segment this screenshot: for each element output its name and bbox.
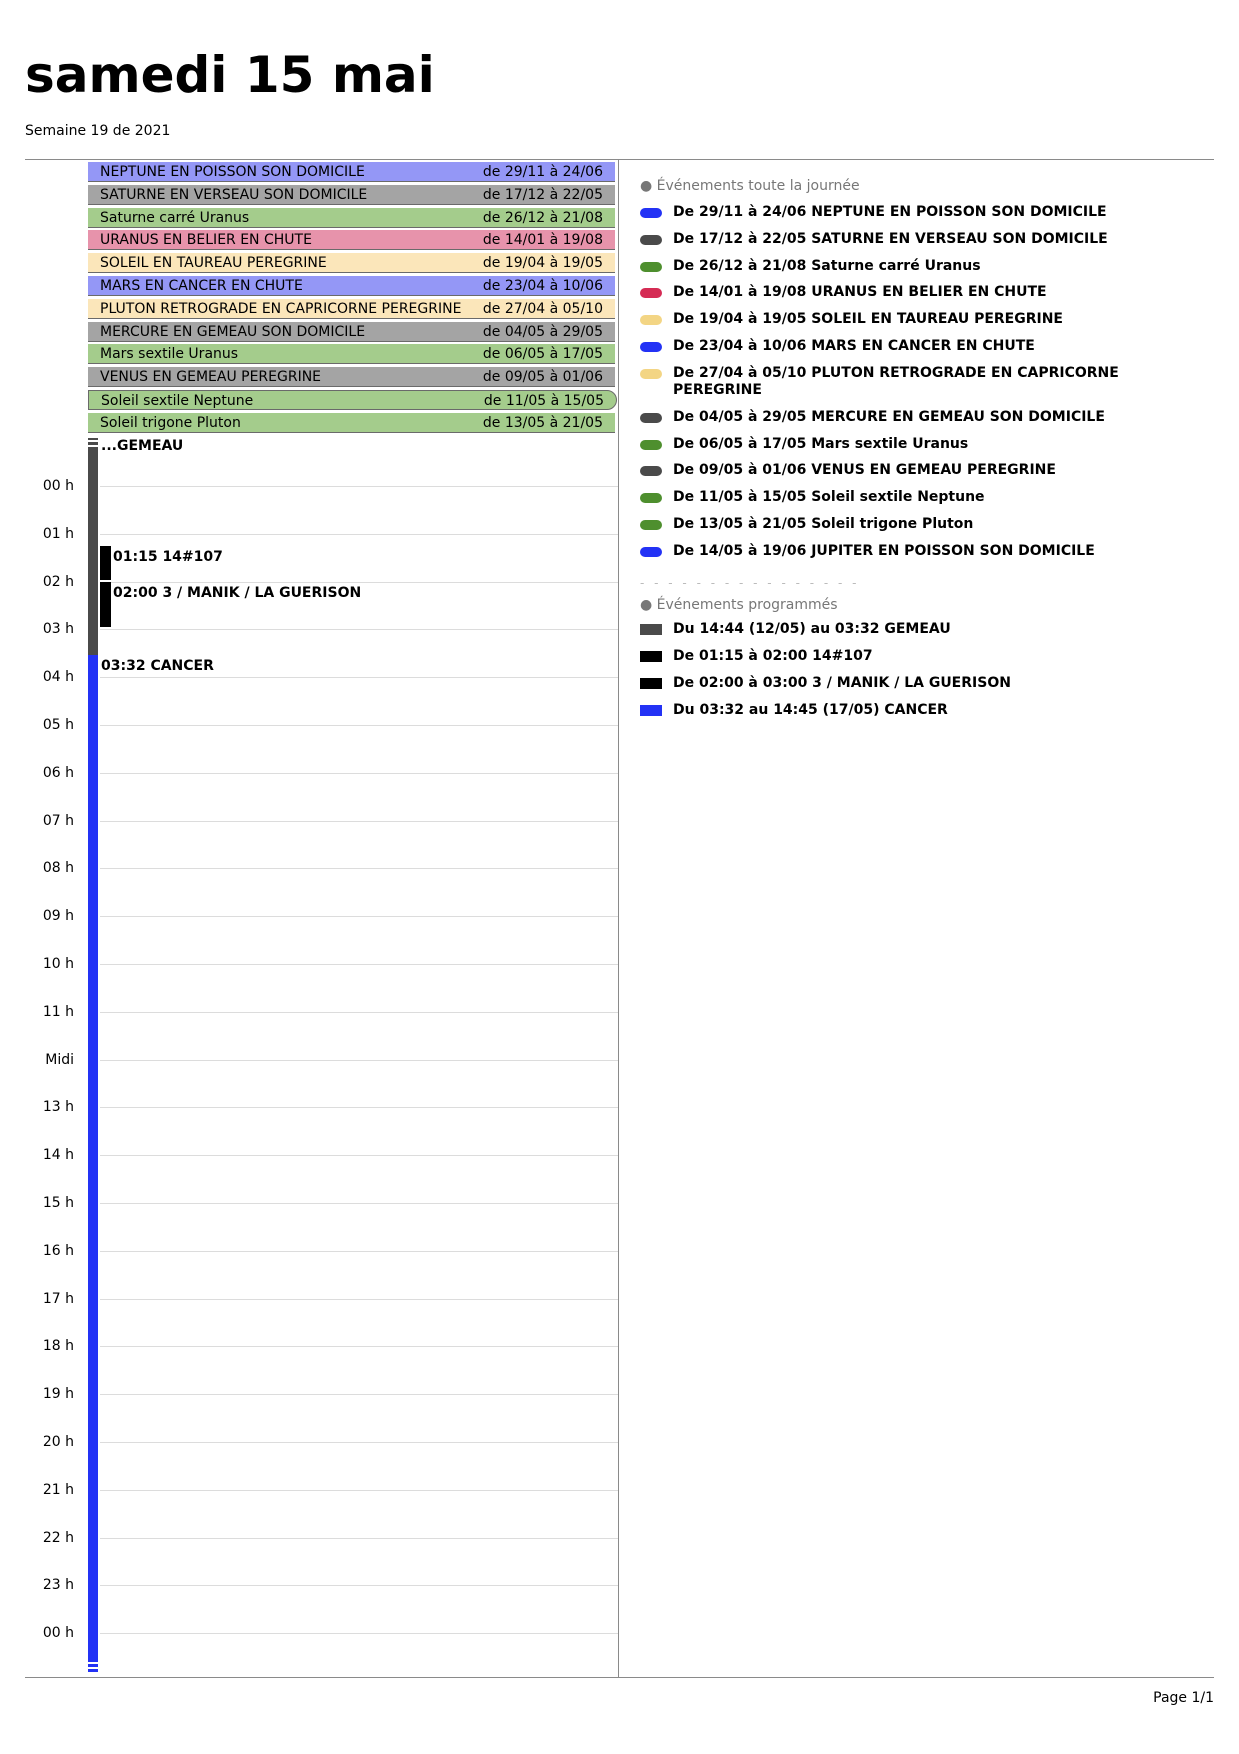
legend-swatch bbox=[640, 678, 662, 689]
event-dates: de 14/01 à 19/08 bbox=[482, 232, 603, 249]
event-title: MARS EN CANCER EN CHUTE bbox=[100, 278, 303, 294]
hour-label: 09 h bbox=[42, 908, 74, 925]
column-divider bbox=[618, 160, 619, 1677]
event-label: ...GEMEAU bbox=[101, 438, 184, 454]
legend-swatch bbox=[640, 208, 662, 218]
event-dates: de 04/05 à 29/05 bbox=[482, 323, 603, 340]
event-title: URANUS EN BELIER EN CHUTE bbox=[100, 232, 312, 249]
hour-line bbox=[100, 486, 618, 487]
hour-label: Midi bbox=[45, 1051, 74, 1068]
hour-label: 20 h bbox=[42, 1434, 74, 1450]
continuation-mark bbox=[88, 445, 98, 447]
legend-text: De 14/01 à 19/08 URANUS EN BELIER EN CHUTE bbox=[673, 284, 1047, 301]
hour-label: 06 h bbox=[42, 764, 74, 781]
hour-line bbox=[100, 1585, 618, 1586]
all-day-event bbox=[88, 253, 615, 273]
all-day-event bbox=[88, 299, 615, 319]
event-title: MERCURE EN GEMEAU SON DOMICILE bbox=[100, 323, 366, 340]
event-bar bbox=[100, 546, 111, 580]
hour-label: 23 h bbox=[42, 1577, 74, 1594]
legend-swatch bbox=[640, 369, 662, 379]
all-day-event bbox=[88, 390, 617, 410]
all-day-event bbox=[88, 230, 615, 250]
hour-label: 04 h bbox=[42, 669, 74, 686]
legend-swatch bbox=[640, 705, 662, 716]
legend-text: De 01:15 à 02:00 14#107 bbox=[673, 648, 873, 664]
hour-line bbox=[100, 1012, 618, 1013]
legend-text: De 23/04 à 10/06 MARS EN CANCER EN CHUTE bbox=[673, 338, 1035, 354]
top-rule bbox=[25, 159, 1214, 160]
hour-line bbox=[100, 1060, 618, 1061]
legend-swatch bbox=[640, 288, 662, 298]
hour-line bbox=[100, 1203, 618, 1204]
legend-text: De 02:00 à 03:00 3 / MANIK / LA GUERISON bbox=[673, 675, 1011, 691]
legend-text: De 09/05 à 01/06 VENUS EN GEMEAU PEREGRINE bbox=[673, 462, 1056, 479]
hour-line bbox=[100, 773, 618, 774]
all-day-event bbox=[88, 413, 615, 433]
event-title: Soleil sextile Neptune bbox=[101, 393, 254, 409]
hour-line bbox=[100, 1442, 618, 1443]
legend-text: De 06/05 à 17/05 Mars sextile Uranus bbox=[673, 435, 969, 452]
hour-label: 19 h bbox=[42, 1386, 74, 1403]
continuation-mark bbox=[88, 1662, 98, 1664]
hour-label: 22 h bbox=[42, 1529, 74, 1546]
legend-text: De 04/05 à 29/05 MERCURE EN GEMEAU SON DOMICILE bbox=[673, 408, 1105, 425]
legend-text: De 17/12 à 22/05 SATURNE EN VERSEAU SON DOMICILE bbox=[673, 230, 1108, 247]
event-dates: de 09/05 à 01/06 bbox=[482, 369, 603, 386]
hour-line bbox=[100, 1107, 618, 1108]
hour-label: 07 h bbox=[42, 812, 74, 829]
hour-line bbox=[100, 1346, 618, 1347]
all-day-event bbox=[88, 322, 615, 342]
legend-swatch bbox=[640, 547, 662, 557]
all-day-event bbox=[88, 367, 615, 387]
hour-line bbox=[100, 1490, 618, 1491]
hour-line bbox=[100, 1394, 618, 1395]
hour-line bbox=[100, 629, 618, 630]
all-day-event bbox=[88, 185, 615, 205]
hour-line bbox=[100, 1299, 618, 1300]
legend-swatch bbox=[640, 624, 662, 635]
legend-text: De 26/12 à 21/08 Saturne carré Uranus bbox=[673, 257, 981, 274]
legend-separator: - - - - - - - - - - - - - - - - bbox=[640, 576, 860, 590]
hour-label: 13 h bbox=[42, 1099, 74, 1116]
event-dates: de 26/12 à 21/08 bbox=[482, 209, 603, 226]
hour-label: 21 h bbox=[42, 1481, 74, 1498]
hour-line bbox=[100, 821, 618, 822]
hour-label: 03 h bbox=[42, 621, 74, 638]
hour-label: 10 h bbox=[42, 956, 74, 972]
hour-line bbox=[100, 677, 618, 678]
hour-label: 17 h bbox=[42, 1290, 74, 1307]
hour-line bbox=[100, 1155, 618, 1156]
legend-swatch bbox=[640, 342, 662, 352]
event-label: 03:32 CANCER bbox=[101, 657, 214, 674]
event-dates: de 27/04 à 05/10 bbox=[482, 300, 603, 317]
legend-text: De 14/05 à 19/06 JUPITER EN POISSON SON DOMICILE bbox=[673, 542, 1095, 559]
legend-swatch bbox=[640, 262, 662, 272]
hour-label: 01 h bbox=[42, 525, 74, 542]
hour-label: 00 h bbox=[42, 1625, 74, 1642]
all-day-event bbox=[88, 276, 615, 296]
hour-line bbox=[100, 534, 618, 535]
hour-label: 08 h bbox=[42, 860, 74, 877]
continuation-mark bbox=[88, 440, 98, 442]
hour-line bbox=[100, 582, 618, 583]
event-bar bbox=[88, 438, 98, 655]
event-title: VENUS EN GEMEAU PEREGRINE bbox=[100, 369, 322, 386]
legend-timed-heading: ● Événements programmés bbox=[640, 597, 838, 613]
legend-text: De 27/04 à 05/10 PLUTON RETROGRADE EN CAPRICORNE PEREGRINE bbox=[673, 364, 1119, 398]
event-bar bbox=[100, 582, 111, 628]
event-title: Saturne carré Uranus bbox=[100, 209, 250, 226]
bottom-rule bbox=[25, 1677, 1214, 1678]
hour-line bbox=[100, 1633, 618, 1634]
hour-label: 15 h bbox=[42, 1195, 74, 1211]
all-day-event bbox=[88, 344, 615, 364]
hour-label: 14 h bbox=[42, 1147, 74, 1164]
hour-label: 02 h bbox=[42, 573, 74, 590]
event-label: 02:00 3 / MANIK / LA GUERISON bbox=[113, 584, 362, 601]
legend-swatch bbox=[640, 440, 662, 450]
event-dates: de 23/04 à 10/06 bbox=[482, 278, 603, 294]
hour-label: 16 h bbox=[42, 1242, 74, 1259]
page-title: samedi 15 mai bbox=[25, 46, 435, 104]
legend-text: De 29/11 à 24/06 NEPTUNE EN POISSON SON DOMICILE bbox=[673, 204, 1107, 220]
legend-text: Du 14:44 (12/05) au 03:32 GEMEAU bbox=[673, 621, 951, 637]
event-dates: de 29/11 à 24/06 bbox=[482, 164, 603, 180]
event-title: SATURNE EN VERSEAU SON DOMICILE bbox=[100, 186, 368, 203]
all-day-event bbox=[88, 162, 615, 182]
page-number: Page 1/1 bbox=[1153, 1690, 1214, 1706]
legend-swatch bbox=[640, 493, 662, 503]
hour-line bbox=[100, 964, 618, 965]
hour-label: 11 h bbox=[42, 1003, 74, 1020]
hour-label: 05 h bbox=[42, 717, 74, 733]
continuation-mark bbox=[88, 1667, 98, 1669]
event-title: Soleil trigone Pluton bbox=[100, 414, 241, 431]
event-title: SOLEIL EN TAUREAU PEREGRINE bbox=[100, 255, 327, 272]
hour-line bbox=[100, 725, 618, 726]
legend-text: De 19/04 à 19/05 SOLEIL EN TAUREAU PEREGRINE bbox=[673, 311, 1063, 328]
event-dates: de 17/12 à 22/05 bbox=[482, 186, 603, 203]
legend-swatch bbox=[640, 413, 662, 423]
legend-allday-heading: ● Événements toute la journée bbox=[640, 178, 860, 194]
legend-text: De 13/05 à 21/05 Soleil trigone Pluton bbox=[673, 516, 974, 532]
event-title: Mars sextile Uranus bbox=[100, 346, 239, 363]
week-subtitle: Semaine 19 de 2021 bbox=[25, 123, 171, 139]
event-dates: de 13/05 à 21/05 bbox=[482, 414, 603, 431]
event-label: 01:15 14#107 bbox=[113, 548, 223, 565]
all-day-event bbox=[88, 208, 615, 228]
legend-swatch bbox=[640, 315, 662, 325]
legend-swatch bbox=[640, 466, 662, 476]
legend-swatch bbox=[640, 520, 662, 530]
event-dates: de 06/05 à 17/05 bbox=[482, 346, 603, 363]
legend-swatch bbox=[640, 651, 662, 662]
event-bar bbox=[88, 655, 98, 1672]
legend-text: De 11/05 à 15/05 Soleil sextile Neptune bbox=[673, 489, 985, 506]
legend-text: Du 03:32 au 14:45 (17/05) CANCER bbox=[673, 702, 948, 718]
hour-label: 00 h bbox=[42, 478, 74, 494]
hour-line bbox=[100, 1251, 618, 1252]
event-dates: de 19/04 à 19/05 bbox=[482, 255, 603, 272]
event-dates: de 11/05 à 15/05 bbox=[483, 393, 604, 409]
hour-line bbox=[100, 868, 618, 869]
hour-label: 18 h bbox=[42, 1338, 74, 1355]
hour-line bbox=[100, 1538, 618, 1539]
hour-line bbox=[100, 916, 618, 917]
legend-swatch bbox=[640, 235, 662, 245]
event-title: PLUTON RETROGRADE EN CAPRICORNE PEREGRINE bbox=[100, 300, 462, 317]
event-title: NEPTUNE EN POISSON SON DOMICILE bbox=[100, 164, 365, 180]
